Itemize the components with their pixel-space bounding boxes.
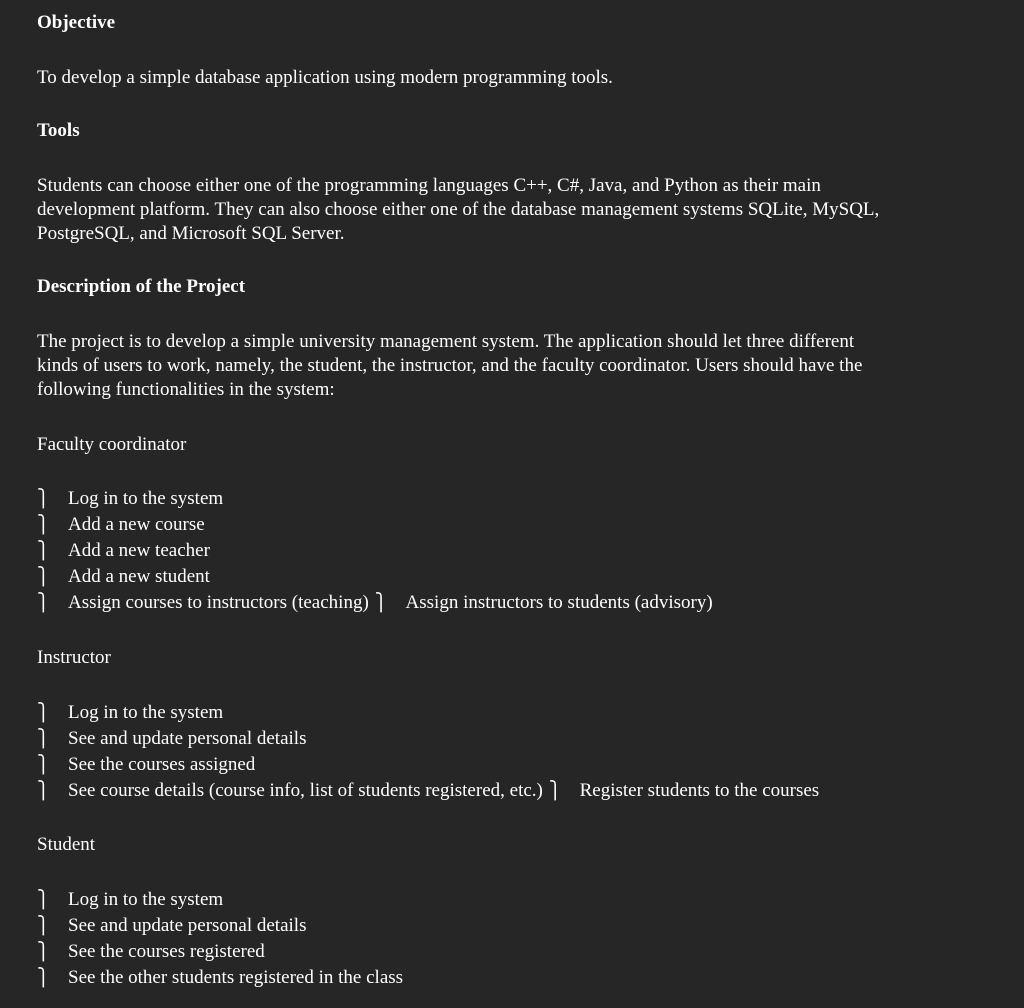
student-heading: Student	[37, 834, 96, 855]
bullet-icon: ⎫	[37, 729, 50, 749]
faculty-heading: Faculty coordinator	[37, 434, 187, 455]
description-paragraph	[37, 330, 997, 402]
bullet-icon: ⎫	[374, 593, 388, 613]
bullet-icon: ⎫	[548, 781, 562, 801]
bullet-icon: ⎫	[37, 567, 50, 587]
bullet-icon: ⎫	[37, 916, 50, 936]
bullet-icon: ⎫	[37, 703, 50, 723]
tools-heading: Tools	[37, 120, 80, 141]
instructor-heading: Instructor	[37, 647, 111, 668]
list-item-text	[68, 778, 819, 804]
bullet-icon: ⎫	[37, 942, 50, 962]
tools-line: PostgreSQL, and Microsoft SQL Server.	[37, 223, 345, 244]
tools-paragraph	[37, 174, 997, 246]
list-item-text: Log in to the system	[68, 702, 224, 723]
bullet-icon: ⎫	[37, 593, 50, 613]
list-item-text: Log in to the system	[68, 488, 224, 509]
description-heading: Description of the Project	[37, 276, 246, 297]
list-item-text: Assign courses to instructors (teaching)	[68, 592, 369, 613]
bullet-icon: ⎫	[37, 489, 50, 509]
list-item-text: Add a new student	[68, 566, 210, 587]
description-line: The project is to develop a simple university management system. The application should let three different	[37, 331, 855, 352]
description-line: following functionalities in the system:	[37, 379, 335, 400]
bullet-icon: ⎫	[37, 890, 50, 910]
bullet-icon: ⎫	[37, 515, 50, 535]
tools-line: development platform. They can also choose either one of the database management systems SQLite, MySQL,	[37, 199, 880, 220]
list-item-text: See the other students registered in the class	[68, 967, 404, 988]
bullet-icon: ⎫	[37, 755, 50, 775]
tools-line: Students can choose either one of the programming languages C++, C#, Java, and Python as their main	[37, 175, 821, 196]
list-item-text: See the courses registered	[68, 941, 265, 962]
list-item-text: Log in to the system	[68, 889, 224, 910]
list-item-text: Add a new teacher	[68, 540, 210, 561]
objective-text: To develop a simple database application using modern programming tools.	[37, 67, 613, 88]
list-item-text: Assign instructors to students (advisory)	[405, 592, 713, 613]
bullet-icon: ⎫	[37, 968, 50, 988]
list-item-text	[68, 590, 713, 616]
list-item-text: Add a new course	[68, 514, 205, 535]
description-line: kinds of users to work, namely, the student, the instructor, and the faculty coordinator. Users should have the	[37, 355, 863, 376]
bullet-icon: ⎫	[37, 541, 50, 561]
list-item-text: See and update personal details	[68, 728, 307, 749]
list-item-text: See the courses assigned	[68, 754, 256, 775]
list-item-text: See and update personal details	[68, 915, 307, 936]
list-item-text: See course details (course info, list of students registered, etc.)	[68, 780, 543, 801]
objective-heading: Objective	[37, 12, 116, 33]
list-item-text: Register students to the courses	[579, 780, 820, 801]
bullet-icon: ⎫	[37, 781, 50, 801]
